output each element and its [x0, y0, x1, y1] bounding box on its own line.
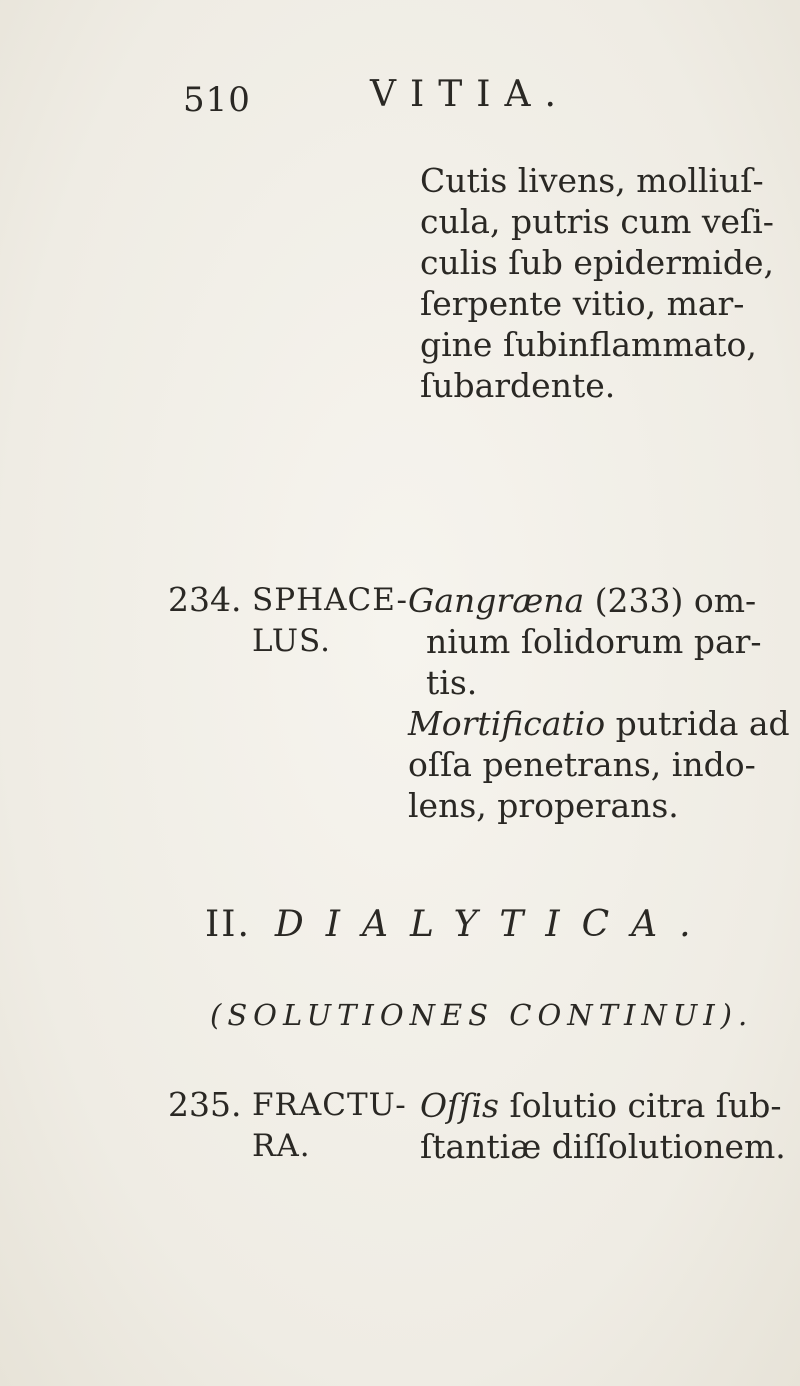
definition-line: nium ſolidorum par-	[426, 622, 762, 661]
text-line: ſerpente vitio, mar-	[420, 284, 745, 323]
entry-number: 235.	[168, 1085, 242, 1124]
definition-line: Oſſis ſolutio citra ſub-	[420, 1086, 782, 1125]
entry-term	[252, 580, 408, 662]
definition-line: Gangræna (233) om-	[408, 581, 757, 620]
definition-line: Mortificatio putrida ad	[408, 704, 790, 743]
definition-line: lens, properans.	[408, 786, 679, 825]
entry-definition	[420, 1085, 786, 1167]
entry-definition	[408, 580, 790, 826]
text-line: culis ſub epidermide,	[420, 243, 774, 282]
text-line: ſubardente.	[420, 366, 616, 405]
section-roman-numeral: II.	[205, 904, 251, 945]
term-line: SPHACE-	[252, 582, 408, 618]
term-line: RA.	[252, 1128, 311, 1164]
text-line: cula, putris cum veſi-	[420, 202, 774, 241]
term-line: LUS.	[252, 623, 332, 659]
term-line: FRACTU-	[252, 1087, 407, 1123]
definition-line: tis.	[426, 663, 478, 702]
entry-number: 234.	[168, 580, 242, 619]
section-subheading: (SOLUTIONES CONTINUI).	[210, 998, 754, 1032]
section-heading	[205, 904, 713, 945]
text-line: gine ſubinflammato,	[420, 325, 757, 364]
definition-line: ſtantiæ diſſolutionem.	[420, 1127, 786, 1166]
entry-term	[252, 1085, 407, 1167]
section-title: DIALYTICA.	[274, 904, 713, 945]
page-number: 510	[183, 80, 251, 120]
running-title: VITIA.	[370, 74, 570, 115]
text-line: Cutis livens, molliuſ-	[420, 161, 764, 200]
italic-term: Mortificatio	[408, 704, 606, 743]
definition-line: oſſa penetrans, indo-	[408, 745, 756, 784]
italic-term: Oſſis	[420, 1086, 499, 1125]
italic-term: Gangræna	[408, 581, 585, 620]
entry-continuation	[420, 160, 774, 406]
